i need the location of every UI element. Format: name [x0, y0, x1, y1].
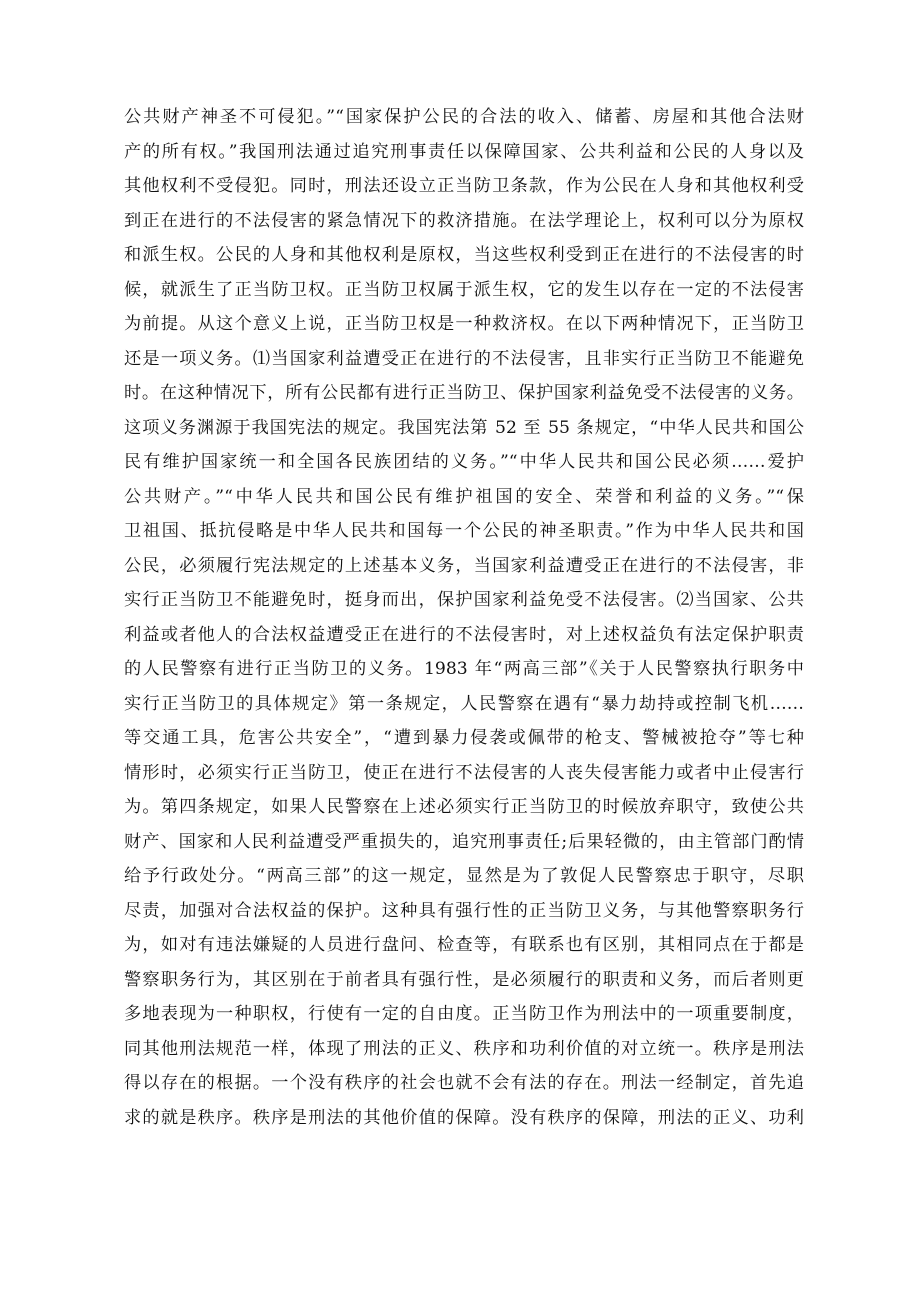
text-line: 这项义务渊源于我国宪法的规定。我国宪法第 52 至 55 条规定，“中华人民共和国公 [124, 417, 804, 438]
text-line: 和派生权。公民的人身和其他权利是原权，当这些权利受到正在进行的不法侵害的时 [124, 245, 804, 265]
body-paragraph [124, 100, 804, 1135]
text-line: 为前提。从这个意义上说，正当防卫权是一种救济权。在以下两种情况下，正当防卫 [124, 314, 804, 334]
text-line: 公共财产。”“中华人民共和国公民有维护祖国的安全、荣誉和利益的义务。”“保 [124, 486, 804, 507]
text-line: 给予行政处分。“两高三部”的这一规定，显然是为了敦促人民警察忠于职守，尽职 [124, 866, 804, 886]
text-line: 产的所有权。”我国刑法通过追究刑事责任以保障国家、公共利益和公民的人身以及 [124, 141, 804, 162]
text-line: 卫祖国、抵抗侵略是中华人民共和国每一个公民的神圣职责。”作为中华人民共和国 [124, 521, 804, 541]
text-line: 的人民警察有进行正当防卫的义务。1983 年“两高三部”《关于人民警察执行职务中 [124, 659, 804, 679]
text-line: 尽责，加强对合法权益的保护。这种具有强行性的正当防卫义务，与其他警察职务行 [124, 900, 804, 921]
text-line: 多地表现为一种职权，行使有一定的自由度。正当防卫作为刑法中的一项重要制度， [124, 1004, 804, 1024]
text-line: 公共财产神圣不可侵犯。”“国家保护公民的合法的收入、储蓄、房屋和其他合法财 [124, 107, 804, 127]
text-line: 为，如对有违法嫌疑的人员进行盘问、检查等，有联系也有区别，其相同点在于都是 [124, 935, 804, 955]
text-line: 公民，必须履行宪法规定的上述基本义务，当国家利益遭受正在进行的不法侵害，非 [124, 555, 804, 576]
text-line: 实行正当防卫不能避免时，挺身而出，保护国家利益免受不法侵害。⑵当国家、公共 [124, 590, 804, 610]
text-line: 时。在这种情况下，所有公民都有进行正当防卫、保护国家利益免受不法侵害的义务。 [124, 383, 804, 403]
text-line: 求的就是秩序。秩序是刑法的其他价值的保障。没有秩序的保障，刑法的正义、功利 [124, 1107, 804, 1128]
text-line: 情形时，必须实行正当防卫，使正在进行不法侵害的人丧失侵害能力或者中止侵害行 [124, 762, 804, 783]
text-line: 候，就派生了正当防卫权。正当防卫权属于派生权，它的发生以存在一定的不法侵害 [124, 279, 804, 300]
text-line: 实行正当防卫的具体规定》第一条规定，人民警察在遇有“暴力劫持或控制飞机…… [124, 693, 804, 714]
text-line: 其他权利不受侵犯。同时，刑法还设立正当防卫条款，作为公民在人身和其他权利受 [124, 176, 804, 196]
text-line: 还是一项义务。⑴当国家利益遭受正在进行的不法侵害，且非实行正当防卫不能避免 [124, 348, 804, 369]
text-line: 为。第四条规定，如果人民警察在上述必须实行正当防卫的时候放弃职守，致使公共 [124, 797, 804, 817]
text-line: 同其他刑法规范一样，体现了刑法的正义、秩序和功利价值的对立统一。秩序是刑法 [124, 1038, 804, 1059]
text-line: 警察职务行为，其区别在于前者具有强行性，是必须履行的职责和义务，而后者则更 [124, 969, 804, 990]
text-line: 得以存在的根据。一个没有秩序的社会也就不会有法的存在。刑法一经制定，首先追 [124, 1073, 804, 1093]
text-line: 利益或者他人的合法权益遭受正在进行的不法侵害时，对上述权益负有法定保护职责 [124, 624, 804, 645]
text-line: 等交通工具，危害公共安全”，“遭到暴力侵袭或佩带的枪支、警械被抢夺”等七种 [124, 728, 804, 748]
text-line: 民有维护国家统一和全国各民族团结的义务。”“中华人民共和国公民必须……爱护 [124, 452, 804, 472]
text-line: 到正在进行的不法侵害的紧急情况下的救济措施。在法学理论上，权利可以分为原权 [124, 210, 804, 231]
text-line: 财产、国家和人民利益遭受严重损失的，追究刑事责任;后果轻微的，由主管部门酌情 [124, 831, 804, 852]
